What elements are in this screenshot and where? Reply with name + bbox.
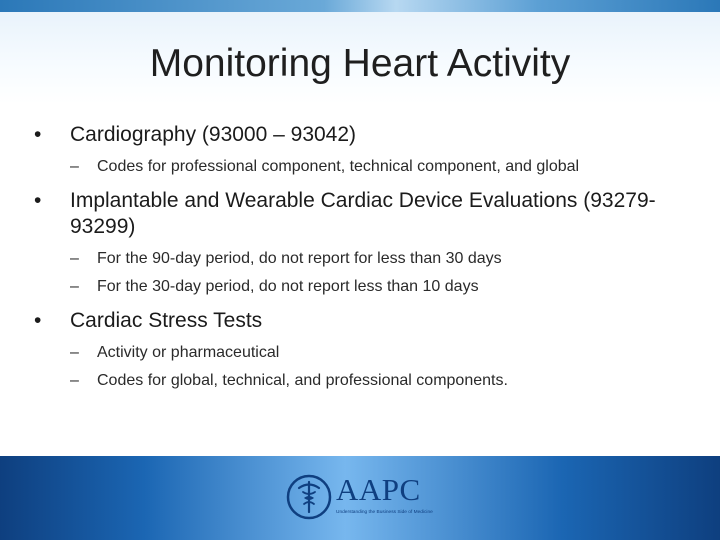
aapc-logo	[286, 474, 438, 532]
bullet-text: • Cardiography (93000 – 93042)	[70, 123, 357, 146]
sub-bullet-item: – Codes for professional component, technical component, and global	[70, 156, 684, 178]
bullet-text: • Implantable and Wearable Cardiac Device Evaluations (93279-93299)	[70, 189, 656, 238]
footer-band	[0, 456, 720, 540]
sub-bullet-item: – For the 90-day period, do not report for less than 30 days	[70, 248, 684, 270]
bullet-item	[34, 188, 684, 298]
sub-bullet-item: – For the 30-day period, do not report less than 10 days	[70, 276, 684, 298]
bullet-list	[34, 122, 684, 402]
sub-bullet-list	[70, 156, 684, 178]
bullet-text: • Cardiac Stress Tests	[70, 309, 263, 332]
bullet-item	[34, 308, 684, 392]
slide-title: Monitoring Heart Activity	[149, 42, 571, 85]
sub-bullet-item: – Codes for global, technical, and professional components.	[70, 370, 684, 392]
top-accent-bar	[0, 0, 720, 12]
logo-tagline: Understanding the Business Side of Medicine	[336, 510, 433, 515]
sub-bullet-list	[70, 248, 684, 298]
logo-wordmark: AAPC	[336, 472, 421, 507]
caduceus-icon	[286, 474, 332, 520]
sub-bullet-list	[70, 342, 684, 392]
sub-bullet-item: – Activity or pharmaceutical	[70, 342, 684, 364]
bullet-item	[34, 122, 684, 178]
